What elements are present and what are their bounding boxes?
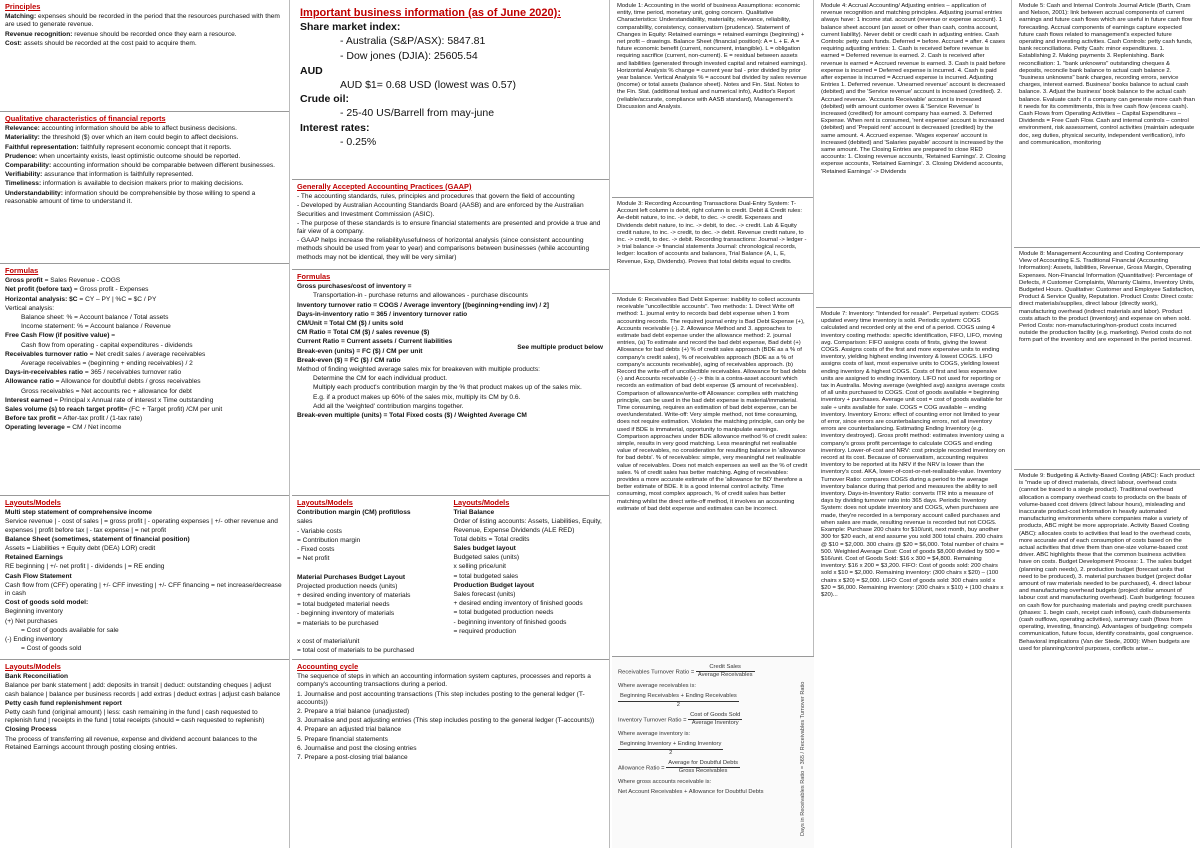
list-line: - Australia (S&P/ASX): 5847.81 (340, 35, 486, 47)
list-line: Service revenue | - cost of sales | = gross profit | - operating expenses | +/- other revenue and expenses | profit before tax | - tax expense | = net profit (5, 518, 278, 534)
list-line: The sequence of steps in which an accounting information system captures, processes and reports a company's accounting transactions during a period. (297, 673, 591, 689)
list-line (5, 144, 284, 152)
term-label: Materiality: (5, 134, 40, 142)
module-5-text: Module 5: Cash and Internal Controls Journal Article (Barth, Cram and Nelson, 2001): link between accrual components of current earnings and future cash flows which are useful in future cash flow forecasting. Accrual components of earnings capture expected future cash flows related to management's expected future operating and investing activities. Cash Controls: petty cash funds, bank reconciliations. Petty Cash: minor expenditures. 1. Establishing 2. Making payments 3. Replenishing. Bank reconciliation: 1. "bank unknowns" outstanding cheques & deposits, reconcile bank balance to actual cash balance 2. "business unknowns" bank charges, recording errors, service charges, interest earned. Business' books balance to actual cash balance. 3. Adjust the business' book balance to the actual cash balance. Evaluate cash: if a company can generate more cash than it needs for its commitments, this is free cash flow (excess cash). Cash Flows from Operating Activities – Capital Expenditures – Dividends = Free Cash Flow. Cash and internal controls – control environment, risk assessment, control activities (maintain adequate doc, seg duties, physical security, independent verification), info and communication, monitoring (1019, 3, 1195, 146)
module-5-section (1014, 0, 1200, 248)
list-line: Break-even multiple (units) = Total Fixed costs ($) / Weighted Average CM (297, 412, 527, 420)
formula-expression: = (FC + Target profit) /CM per unit (123, 406, 223, 414)
list-line: = Net profit (297, 555, 330, 563)
formula-expression: = Gross profit - Expenses (73, 286, 149, 294)
term-definition: assets should be recorded at the cost paid to acquire them. (21, 39, 197, 47)
ratio-formula-row (618, 731, 808, 738)
qualitative-list (5, 125, 284, 206)
formula-name: Before tax profit (5, 415, 58, 423)
gaap-section (292, 180, 609, 270)
list-line: Inventory turnover ratio = COGS / Average inventory [(beginning+ending inv) / 2] (297, 301, 549, 309)
qualitative-section (0, 112, 289, 264)
gaap-list (297, 193, 604, 262)
layouts-list (5, 509, 284, 653)
ratio-formulas (618, 664, 808, 797)
ratio-fraction (618, 693, 739, 709)
list-line: (+) Net purchases (5, 617, 58, 625)
section-title: Accounting cycle (297, 662, 359, 671)
list-line: Beginning inventory (5, 608, 63, 616)
list-line: RE beginning | +/- net profit | - dividends | = RE ending (5, 563, 165, 571)
list-line (5, 153, 284, 161)
list-line: Petty cash fund (original amount) | less: cash remaining in the fund | cash requested to replenish fund | receipts in the fund | total receipts (should = cash requested to replenish) (5, 709, 265, 725)
list-line: Sales forecast (units) (453, 591, 516, 599)
ratio-fraction (666, 760, 740, 776)
list-line: Assets = Liabilities + Equity debt (DEA) LOR) credit (5, 545, 156, 553)
section-title: Qualitative characteristics of financial reports (5, 114, 166, 123)
list-line (5, 415, 284, 423)
list-line: Gross receivables = Net accounts rec + allowance for debt (21, 387, 192, 395)
list-line: - Dow jones (DJIA): 25605.54 (340, 50, 478, 62)
module-4-text: Module 4: Accrual Accounting/ Adjusting entries – application of revenue recognition and matching principles. Adjusting journal entries always have: 1 income stat. account (revenue or expense account). 1 balance sheet account (an asset or other than cash, contra account, current liability). Never debit or credit cash in adjusting entries. Cash Controls: petty cash funds. Deferred = before. Accrued = after. 4 cases requiring adjusting entries: 1. Cash is received before revenue is earned = Deferred revenue is earned. 2. Cash is received after revenue is earned = Accrued revenue is earned. 3. Cash is paid before expense is incurred = Deferred expense is incurred. 4. Cash is paid after expense is incurred = Accrued expense is incurred. Adjusting Entries 1. Deferred revenue. 'Unearned revenue' account is decreased (debited) and the 'Service revenue' account is increased (credited). 2. Accrued revenue. 'Accounts Receivable' account is increased (debited) with amount customer owes & 'Service Revenue' is increased (credited) for amount company has earned. 3. Deferred Expense. When rent is consumed, 'rent expense' account is increased (debited) and 'Prepaid rent' account is decreased (credited) by the same amount. 4. Accrued expense. 'Wages expense' account is increased (debited) and 'Salaries payable' account is increased by the same amount. The Closing Entries are prepared to close RED accounts: 1. Closing revenue accounts, 'Retained Earnings'. 2. Closing expense accounts, 'Retained Earnings'. 3. Closing Dividend accounts, 'Retained Earnings' -> Dividends (821, 3, 1006, 175)
list-line: Balance sheet: % = Account balance / Total assets (21, 314, 169, 322)
formula-expression: = (111, 332, 116, 340)
term-label: Relevance: (5, 125, 40, 133)
list-line: - Variable costs (297, 527, 342, 535)
formula-expression: = After-tax profit / (1-tax rate) (57, 415, 143, 423)
list-line (5, 13, 284, 29)
term-label: Matching: (5, 13, 37, 21)
list-line: Order of listing accounts: Assets, Liabilities, Equity, Revenue, Expense Dividends (ALE RED) (453, 518, 602, 534)
module-9-text: Module 9: Budgeting & Activity-Based Costing (ABC): Each product is "made up of direct materials, direct labour, overhead costs (cannot be traced to a single product). Traditional overhead allocation a company overhead costs to products on the basis of volume-based cost drivers (direct labour hours), misleading and inaccurate product-cost information in heavily automated manufacturing environments where companies make a variety of products, ABC might be more appropriate. Activity Based Costing (ABC): allocates costs to activities that lead to the overhead costs, more accurate and of each consumption of costs based on the actual activities that drive them than one-size volume-based cost driver. ABC highlights these that the common business activities have on costs. Budget Development Process: 1. The sales budget (planning cash needs), 2. production budget (forecast units that need to be produced), 3. material purchases budget (project dollar amount of raw materials needed to be purchased), 4. direct labour and manufacturing overhead budgets (project dollar amount of labour cost and manufacturing overhead). Cash budgeting: focuses on cash flow for purchasing materials and paying credit purchases (phases: 1. begin cash, receipt cash inflows), cash disbursements (cash outflows, operating activities), summary cash (flows from operating, investing, financing). Advantages of budgeting: compels communication, future focus, identify constraints, goal congruence. Behavioral implications (Van der Stede, 2000): When budgets are used for planning/control purposes, conflicts arise... (1019, 473, 1195, 652)
ratio-label: Net Account Receivables + Allowance for Doubtful Debts (618, 789, 764, 796)
section-title: Formulas (297, 272, 331, 281)
ratio-formula-row (618, 664, 808, 680)
list-line: 3. Journalise and post adjusting entries (This step includes posting to the general ledger (T-accounts)) (297, 717, 595, 725)
fraction-numerator: Average for Doubtful Debts (666, 760, 740, 768)
ratio-fraction (696, 664, 755, 680)
list-line (5, 125, 284, 133)
list-line: Break-even ($) = FC ($) / CM ratio (297, 356, 401, 364)
fraction-numerator: Credit Sales (696, 664, 755, 672)
list-line: Balance Sheet (sometimes, statement of financial position) (5, 535, 190, 543)
list-line: 4. Prepare an adjusted trial balance (297, 726, 402, 734)
oil-items (300, 106, 601, 120)
section-title: Layouts/Models (453, 498, 510, 507)
fraction-numerator: Cost of Goods Sold (688, 712, 742, 720)
module-9-section (1014, 470, 1200, 848)
layouts-section (0, 496, 289, 660)
list-line (5, 31, 284, 39)
term-definition: accounting information should be able to affect business decisions. (39, 125, 237, 133)
list-line: Petty cash fund replenishment report (5, 699, 122, 707)
list-line: Break-even (units) = FC ($) / CM per unit (297, 347, 423, 355)
list-line: (-) Ending inventory (5, 636, 63, 644)
ratio-label: Inventory Turnover Ratio = (618, 717, 689, 724)
list-line: x cost of material/unit (297, 638, 360, 646)
list-line: - The accounting standards, rules, principles and procedures that govern the field of accounting (297, 193, 575, 201)
list-line (5, 332, 284, 340)
list-line: The process of transferring all revenue, expense and dividend account balances to the Retained Earnings account through posting closing entries. (5, 735, 258, 751)
term-label: Verifiability: (5, 171, 43, 179)
term-definition: revenue should be recorded once they earn a resource. (72, 30, 237, 38)
list-line (5, 134, 284, 142)
ratio-label: Where gross accounts receivable is: (618, 778, 712, 785)
list-line: Material Purchases Budget Layout (297, 573, 406, 581)
term-label: Comparability: (5, 162, 52, 170)
list-line (5, 351, 284, 359)
layouts-section-2 (0, 660, 289, 848)
term-definition: accounting information should be comparable between different businesses. (51, 162, 276, 170)
list-line: = Cost of goods sold (21, 645, 82, 653)
layouts-list (297, 509, 448, 655)
list-line: Determine the CM for each individual product. (313, 375, 448, 383)
list-line: Closing Process (5, 726, 57, 734)
list-line: - 25-40 US/Barrell from may-june (340, 107, 495, 119)
ratio-formula-row (618, 760, 808, 776)
layouts-list (5, 673, 284, 752)
formula-expression: = Net credit sales / average receivables (89, 350, 206, 358)
formula-expression: = 365 / receivables turnover ratio (84, 369, 182, 377)
list-line: Vertical analysis: (5, 304, 55, 312)
important-info-section (292, 0, 609, 180)
ratio-formula-row (618, 789, 808, 796)
list-line: CM Ratio = Total CM ($) / sales revenue ($) (297, 329, 430, 337)
term-definition: expenses should be recorded in the period that the resources purchased with them are used to generate revenue. (5, 13, 280, 29)
list-line (5, 286, 284, 294)
list-line (5, 424, 284, 432)
list-line: Cash flow from operating - capital expenditures - dividends (21, 341, 193, 349)
list-line: = Cost of goods available for sale (21, 626, 119, 634)
formula-name: Receivables turnover ratio (5, 350, 90, 358)
rates-items (300, 135, 601, 149)
term-label: Timeliness: (5, 180, 42, 188)
list-line (5, 406, 284, 414)
formula-name: Sales volume (s) to reach target profit (5, 406, 124, 414)
list-line: - Developed by Australian Accounting Standards Board (AASB) and are enforced by the Australian Securities and Investment Commission (ASIC). (297, 202, 584, 218)
list-line (297, 629, 448, 637)
list-line (5, 378, 284, 386)
list-line: Contribution margin (CM) profit/loss (297, 509, 411, 517)
ratio-label: Allowance Ratio = (618, 765, 667, 772)
section-title: Layouts/Models (5, 498, 61, 507)
module-3-text: Module 3: Recording Accounting Transactions Dual-Entry System: T-Account left column is debit, right column is credit. Debit & Credit rules: Ae-debit nature, to inc. -> debit, to dec. -> credit. Expenses and Dividends debit nature, to inc. -> debit, to dec. -> credit. Lab & Equity credit nature, to inc. -> credit, to dec. -> debit. Revenue credit nature, to inc. -> credit, to dec. -> debit. Recording transactions: Journal -> ledger -> trial balance -> financial statements Journal: chronological records, ledger: location of accounts and balances, Trial Balance (A, L, E, Revenue, Exp, Dividends). Proves that total debits equal to credits. (617, 201, 807, 265)
list-line: 6. Journalise and post the closing entries (297, 744, 417, 752)
fraction-denominator: Gross Receivables (678, 768, 728, 775)
fraction-denominator: Average Inventory (691, 720, 739, 727)
list-line: 7. Prepare a post-closing trial balance (297, 754, 408, 762)
term-definition: information is available to decision makers prior to making decisions. (41, 180, 244, 188)
list-line: - beginning inventory of materials (297, 610, 395, 618)
oil-label: Crude oil: (300, 93, 349, 105)
list-line: Add all the 'weighted' contribution margins together. (313, 402, 464, 410)
list-line: Income statement: % = Account balance / Revenue (21, 323, 171, 331)
formulas-section (0, 264, 289, 496)
module-7-section (816, 308, 1011, 848)
ratio-formula-row (618, 683, 808, 690)
cycle-list (297, 673, 604, 762)
module-7-text: Module 7: Inventory: "Intended for resale". Perpetual system: COGS updated every time inventory is sold. Periodic system: COGS calculated and recorded only at the end of a period. COGS using 4 inventory costing methods: specific identification, FIFO, LIFO, moving avg. Comparison: FIFO assigns costs of firsts, giving the lowest COGS. Assigns costs of the first and more expensive units to ending inventory, yielding highest ending inventory & lowest COGS. LIFO assigns costs of last, most expensive units to COGS, yielding lowest ending inventory & highest COGS. Costs of first and less expensive units are assigned to ending inventory. LIFO not used for reporting or tax in Australia. Moving average (weighted avg) assigns average costs of all units purchased to COGS. Cost of goods available = beginning inventory + purchases. Average unit cost = cost of goods available for sale ÷ units available for sale. COGS = COG available – ending inventory. Inventory Errors: effect of counting error not limited to year of error, since errors are counterbalancing errors, not all inventory errors are counterbalancing. Estimating Ending Inventory (e.g. inventory destroyed). Gross profit method: estimates inventory using a company's gross profit percentage to calculate COGS and ending inventory. Lower-of-cost and NRV: cost principle recorded inventory on record at its cost. Because of conservatism, accounting requires inventory to be reported at its NRV if the NRV is lower than the inventory's cost. AKA, lower-of-cost-or-net-realisable-value. Inventory Turnover Ratio: compares COGS during a period to the average inventory balance during that period and measures the ability to sell inventory. Days-in-Inventory Ratio: converts ITR into a measure of days by dividing turnover ratio into 365 days. Periodic Inventory System: does not update inventory and COGS, when purchases are made, they're recorded in a temporary account called purchases and when sales are made, resulting revenue is recorded but not COGS. Example: Purchase 200 chairs for $10/unit, next month, buy another 300 for $20 each, at end assume you sold 300 total chairs. 200 chairs @ $10 = $2,000. 300 chairs @ $20 = $6,000. Total number of chairs = 500. Weighted Average Cost: Cost of goods $8,000 divided by 500 = $16/unit. Cost of Goods Sold: $16 x 300 = $4,800. Remaining inventory: $16 x 200 = $3,200. FIFO: Cost of goods sold: 200 chairs sold x $10 = $2,000. Remaining inventory: (300 chairs x $20) – (100 chairs x $20) = $2,000. LIFO: Cost of goods sold: 300 chairs sold x $20 = $6,000. Remaining inventory: (200 chairs x $10) + (100 chairs x $20)... (821, 311, 1005, 598)
list-line (5, 40, 284, 48)
list-line: Average receivables = (beginning + ending receivables) / 2 (21, 360, 193, 368)
ratio-fraction (618, 741, 723, 757)
multiple-product-note: See multiple product below (517, 344, 603, 351)
term-label: Understandability: (5, 189, 63, 197)
term-definition: when uncertainty exists, least optimistic outcome should be reported. (37, 152, 241, 160)
list-line: Sales budget layout (453, 545, 516, 553)
list-line (5, 190, 284, 206)
layouts-section-3 (292, 496, 609, 660)
formula-name: Operating leverage (5, 424, 67, 432)
list-line (5, 397, 284, 405)
section-title: Principles (5, 2, 41, 11)
list-line: Retained Earnings (5, 554, 63, 562)
share-label: Share market index: (300, 21, 401, 33)
list-line: CM/Unit = Total CM ($) / units sold (297, 320, 404, 328)
list-line: 5. Prepare financial statements (297, 735, 388, 743)
important-title: Important business information (as of June 2020): (300, 7, 561, 19)
formula-expression: = CM / Net income (66, 424, 122, 432)
term-definition: the threshold ($) over which an item could begin to affect decisions. (39, 134, 239, 142)
module-4-section (816, 0, 1011, 308)
module-8-section (1014, 248, 1200, 470)
ratio-formulas-panel (612, 656, 814, 848)
list-line: Transportation-in - purchase returns and allowances - purchase discounts (313, 292, 528, 300)
list-line: Cash Flow Statement (5, 572, 72, 580)
module-1-section (612, 0, 813, 198)
ratio-label: Where average receivables is: (618, 682, 696, 689)
share-items (300, 34, 601, 63)
term-definition: assurance that information is faithfully represented. (42, 171, 194, 179)
list-line: x selling price/unit (453, 563, 506, 571)
module-6-text: Module 6: Receivables Bad Debt Expense: inability to collect accounts receivable "uncollectible accounts". Two methods: 1. Direct Write off method: 1. journal entry to records bad debt expense when 1 from accounting records. The required journal entry is Bad Debt Expense (+), Accounts receivable (-). 2. Allowance Method and 3. approaches to estimate bad debt expense under the allowance method: 2. journal entries, (a) To estimate and record the bad debt expense, Bad debt (+) Allowance for bad debts (+) % of credit sales approach (BDE as a % of company's credit sales), % of receivables approach (BDE as a % of company's accounts receivable), aging of receivables approach. (b) Record the write-off of uncollectible receivables. Allowance for bad debts (-) and Accounts receivable (-) -> this is a contra-asset account which records an estimation of bad debt expense ($ amount of receivables). Comparison of allowance/write-off Allowance: complies with matching principle, can be used in the bad debt expense is material/immaterial. Time consuming, requires an estimation of bad debt expense, can be over/understated. Write-off: Very simple method, not time consuming, does not require estimation. Violates the matching principle, can only be used if BDE is immaterial, opportunity to manipulate earnings. Comparison approaches under BDE allowance method % of credit sales: simple, results in very good matching. Less meaningful net realisable value of receivables, no consideration for resulting balance in 'allowance for bad debts'. % of receivables: simple, very meaningful net realisable value of receivables. Does not match expenses as well as the % of credit sales. % of credit sales has better matching. Aging of receivables: provides a more accurate estimate of the 'allowance for BD' therefore a better estimate of BDE. It is a good internal control activity. Time consuming, most complex approach, % of credit sales has better matching whilst the direct write-off method, it involves an accounting estimate of bad debt expense and estimates can be incorrect. (617, 297, 808, 512)
list-line: Days-in-inventory ratio = 365 / inventory turnover ratio (297, 310, 468, 318)
principles-list (5, 13, 284, 48)
term-label: Faithful representation: (5, 143, 79, 151)
formula-name: Days-in-receivables ratio (5, 369, 85, 377)
list-line: = total budgeted production needs (453, 609, 554, 617)
ratio-formula-row (618, 741, 808, 757)
term-definition: information should be comprehensible by those willing to spend a reasonable amount of time to understand it. (5, 189, 256, 205)
list-line: = Contribution margin (297, 536, 361, 544)
formula-name: Allowance ratio (5, 378, 56, 386)
fraction-denominator: Average Receivables (697, 672, 753, 679)
formula-expression: = Sales Revenue - COGS (44, 277, 121, 285)
section-title: Formulas (5, 266, 39, 275)
list-line: + desired ending inventory of finished goods (453, 600, 583, 608)
accounting-cycle-section (292, 660, 609, 848)
list-line: 2. Prepare a trial balance (unadjusted) (297, 708, 410, 716)
list-line: - beginning inventory of finished goods (453, 618, 567, 626)
module-6-section (612, 294, 813, 656)
list-line (5, 162, 284, 170)
list-line: sales (297, 518, 313, 526)
column-5 (1014, 0, 1200, 848)
formulas-section-2 (292, 270, 609, 496)
term-label: Cost: (5, 39, 22, 47)
list-line: Gross purchases/cost of inventory = (297, 283, 412, 291)
list-line: Total debits = Total credits (453, 535, 530, 543)
list-line: - GAAP helps increase the reliability/usefulness of horizontal analysis (since consistent accounting methods should be used from year to year) and comparisons between businesses (while accounting methods may not be identical, they will be very similar) (297, 237, 590, 261)
formula-expression: = CY – PY | %C = $C / PY (79, 295, 157, 303)
section-title: Generally Accepted Accounting Practices (GAAP) (297, 182, 472, 191)
list-line: Method of finding weighted average sales mix for breakeven with multiple products: (297, 366, 540, 374)
column-1 (0, 0, 290, 848)
list-line: = total budgeted sales (453, 572, 519, 580)
formula-name: Net profit (before tax) (5, 286, 74, 294)
list-line (5, 180, 284, 188)
ratio-label: Receivables Turnover Ratio = (618, 669, 696, 676)
list-line: Cost of goods sold model: (5, 599, 89, 607)
ratio-formula-row (618, 693, 808, 709)
list-line: Current Ratio = Current assets / Current liabilities (297, 338, 453, 346)
list-line: - The purpose of these standards is to ensure financial statements are presented and provide a true and fair view of a company. (297, 219, 601, 236)
list-line: 1. Journalise and post accounting transactions (This step includes posting to the general ledger (T-accounts)) (297, 690, 585, 706)
formula-name: Interest earned (5, 396, 55, 404)
formula-name: Free Cash Flow (if positive value) (5, 332, 112, 340)
list-line: + desired ending inventory of materials (297, 592, 411, 600)
aud-value: AUD $1= 0.68 USD (lowest was 0.57) (340, 79, 516, 91)
ratio-formula-row (618, 779, 808, 786)
ratio-label: Where average inventory is: (618, 730, 691, 737)
formula-expression: = Principal x Annual rate of interest x Time outstanding (54, 396, 214, 404)
list-line: Balance per bank statement | add: deposits in transit | deduct: outstanding cheques | adjust cash balance | balance per business records | add extras | deduct extras | adjust cash balance (5, 682, 281, 698)
term-label: Revenue recognition: (5, 30, 73, 38)
term-label: Prudence: (5, 152, 38, 160)
term-definition: faithfully represent economic concept that it reports. (78, 143, 232, 151)
list-line: Projected production needs (units) (297, 582, 398, 590)
list-line (5, 277, 284, 285)
ratio-fraction (688, 712, 742, 728)
fraction-denominator: 2 (676, 701, 681, 708)
principles-section (0, 0, 289, 112)
rates-label: Interest rates: (300, 122, 370, 134)
aud-label: AUD (300, 65, 323, 77)
list-line: = materials to be purchased (297, 619, 379, 627)
section-title: Layouts/Models (297, 498, 353, 507)
list-line (5, 171, 284, 179)
section-title: Layouts/Models (5, 662, 61, 671)
list-line: E.g. if a product makes up 60% of the sales mix, multiply its CM by 0.6. (313, 393, 521, 401)
module-1-text: Module 1: Accounting in the world of business Assumptions: economic entity, time period, monetary unit, going concern. Qualitative Characteristics: Understandability, materiality, relevance, reliability, comparability, consistency, conservatism (prudence). Statement of Changes in Equity: Retained earnings = retained earnings (beginning) + net profit – drawings. Balance Sheet (financial position): A = L + E. A = future economic benefit (current, noncurrent, intangible). L = obligation requiring sacrifice (current, non-current). E = residual between assets and liabilities (generated through invested capital and retained earnings). Horizontal Analysis % change = current year bal - prior divided by prior year balance. Vertical Analysis % = account bal divided by sales revenue (income) or total assets (balance sheet). Notes and Fin. Stat. Notes to the Fin. Stat. (additional textual and numerical info), Auditor's Report (reliable/accurate, compliance with AASB standard), Management's Discussion and Analysis. (617, 3, 807, 110)
module-8-text: Module 8: Management Accounting and Costing Contemporary View of Accounting E.S. Traditional Financial (Accounting Information): Assets, liabilities, Revenue, Gross Margin, Operating Expenses. Non-Financial Information (Quantitative): Percentage of Defects, # Customer Complaints, Warranty Claims, Inventory Units, Budgeted Hours. Qualitative: Customer and Employee Satisfaction, Product & Service Quality, Reputation. Product Costs: Direct costs: direct materials/supplies, direct labour (directly work), manufacturing overhead (indirect materials and labor). Product costs attach to the product (inventory) and expense on when sold. Period Costs: non-manufacturing/non-product costs incurred outside the production facility (e.g. marketing). Period costs do not form part of the inventory and are expensed in the period incurred. (1019, 251, 1195, 344)
side-formula-label: Days in Receivables Ratio = 365 / Receivables Turnover Ratio (800, 681, 806, 836)
column-2 (292, 0, 610, 848)
fraction-numerator: Beginning Inventory + Ending Inventory (618, 741, 723, 749)
list-line (5, 296, 284, 304)
formula-expression: = Allowance for doubtful debts / gross receivables (55, 378, 201, 386)
list-line: = required production (453, 627, 516, 635)
formula-name: Gross profit (5, 277, 45, 285)
list-line: Multi step statement of comprehensive income (5, 509, 152, 517)
list-line: Production Budget layout (453, 581, 535, 589)
list-line: = total cost of materials to be purchased (297, 647, 415, 655)
module-3-section (612, 198, 813, 294)
list-line: Budgeted sales (units) (453, 554, 520, 562)
list-line: Cash flow from (CFF) operating | +/- CFF investing | +/- CFF financing = net increase/decrease in cash (5, 581, 282, 598)
fraction-numerator: Beginning Receivables + Ending Receivables (618, 693, 739, 701)
list-line (297, 564, 448, 572)
formulas-list (5, 277, 284, 432)
column-4 (816, 0, 1012, 848)
list-line: = total budgeted material needs (297, 601, 390, 609)
list-line: Bank Reconciliation (5, 673, 69, 681)
list-line: Trial Balance (453, 509, 495, 517)
list-line: Multiply each product's contribution margin by the % that product makes up of the sales mix. (313, 384, 582, 392)
fraction-denominator: 2 (669, 749, 673, 756)
list-line (5, 369, 284, 377)
ratio-formula-row (618, 712, 808, 728)
formula-name: Horizontal analysis: $C (5, 295, 80, 303)
layouts-list (454, 509, 605, 636)
list-line: - 0.25% (340, 136, 377, 148)
list-line: - Fixed costs (297, 546, 335, 554)
